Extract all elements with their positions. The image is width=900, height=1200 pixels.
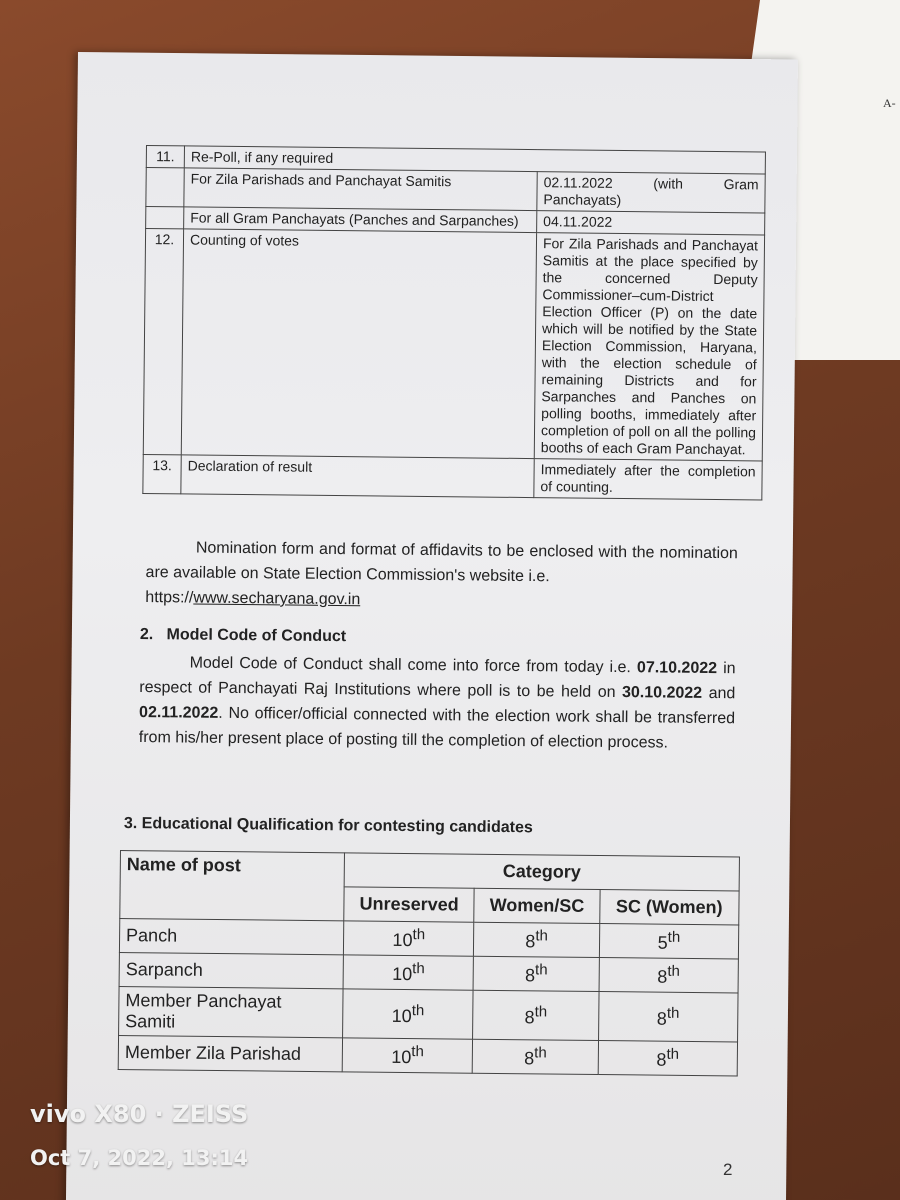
row-value: For Zila Parishads and Panchayat Samitis at the place specified by the concerned Deputy Commissioner–cum-District Election Officer (P) on the date which will be notified by the State Election Commission, Haryana, with the election schedule of remaining Districts and for Sarpanches and Panches on polling booths, immediately after completion of poll on all the polling booths of each Gram Panchayat. [534,233,764,461]
category-header: Category [344,853,739,891]
second-sheet-mark: A- [883,96,896,110]
date-poll-1: 30.10.2022 [621,684,703,702]
schedule-table [142,145,766,500]
table-header-row [120,851,739,891]
section-heading-qualification: 3. Educational Qualification for contesting candidates [123,815,533,837]
row-number: 12. [143,229,183,455]
row-label: Counting of votes [181,229,536,459]
table-row: Member Zila Parishad 10th 8th 8th [118,1035,737,1075]
table-row: Panch 10th 8th 5th [119,919,738,959]
nomination-paragraph [145,535,738,616]
row-value: Immediately after the completion of counting. [534,459,762,500]
row-value: 04.11.2022 [537,211,765,235]
date-poll-2: 02.11.2022 [139,703,219,722]
section-model-code [139,626,736,756]
row-value: 02.11.2022 (with Gram Panchayats) [537,172,765,213]
post-name: Panch [119,919,343,955]
post-name: Member Panchayat Samiti [119,986,344,1037]
row-label: For all Gram Panchayats (Panches and Sarpanches) [184,207,537,233]
post-name: Member Zila Parishad [118,1035,342,1071]
page-number: 2 [723,1160,733,1179]
website-link[interactable]: www.secharyana.gov.in [193,589,361,609]
camera-watermark-datetime: Oct 7, 2022, 13:14 [30,1146,249,1170]
column-header: SC (Women) [599,890,739,925]
table-row [143,454,762,499]
website-link-prefix: https:// [145,588,194,607]
table-row: Sarpanch 10th 8th 8th [119,952,738,992]
column-header: Unreserved [344,887,475,922]
model-code-paragraph: Model Code of Conduct shall come into force from today i.e. 07.10.2022 in respect of Panchayati Raj Institutions where poll is to be held on 30.10.2022 and 02.11.2022. No officer/official connected with the election work shall be transferred from his/her present place of posting till the completion of election process. [138,654,736,752]
post-header: Name of post [120,851,345,921]
table-row [143,229,764,461]
row-label: Declaration of result [181,455,534,498]
row-number: 11. [146,146,184,168]
row-label: For Zila Parishads and Panchayat Samitis [184,168,537,211]
camera-watermark-brand: vivo X80 · ZEISS [30,1100,249,1128]
date-start: 07.10.2022 [636,659,718,678]
row-label: Re-Poll, if any required [184,146,765,174]
row-number: 13. [143,454,181,493]
table-row: Member Panchayat Samiti 10th 8th 8th [119,986,738,1041]
section-heading: 2. Model Code of Conduct [139,626,347,646]
table-row [146,168,765,213]
row-number [146,207,184,229]
column-header: Women/SC [474,888,600,923]
qualification-table [118,850,740,1076]
nomination-text: Nomination form and format of affidavits to be enclosed with the nomination are available on State Election Commission's website i.e. [145,539,738,586]
row-number [146,168,184,207]
post-name: Sarpanch [119,952,343,988]
